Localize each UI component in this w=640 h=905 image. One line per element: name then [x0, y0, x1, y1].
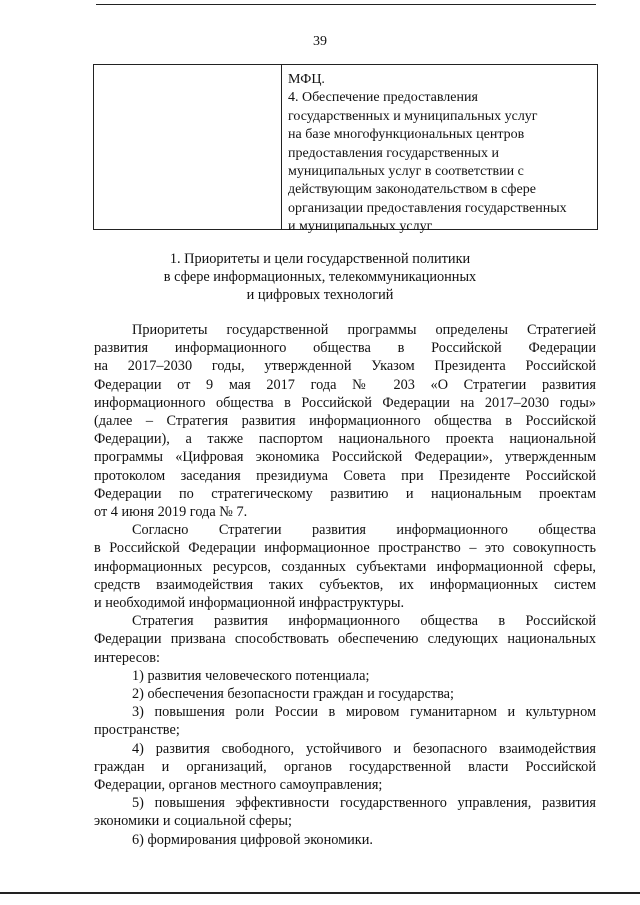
body-line: информационных ресурсов, созданных субъектами информационной сферы,: [94, 558, 596, 575]
body-line: Федерации призвана способствовать обеспечению следующих национальных: [94, 631, 596, 648]
body-line: Федерации по стратегическому развитию и национальным проектам: [94, 485, 596, 502]
body-line: средств взаимодействия таких субъектов, их информационных систем: [94, 576, 596, 593]
body-line: 3) повышения роли России в мировом гуманитарном и культурном: [132, 704, 596, 721]
page-number: 39: [313, 34, 327, 49]
table-line: организации предоставления государственных: [288, 200, 567, 216]
heading-line: в сфере информационных, телекоммуникационных: [163, 268, 477, 285]
table-line: предоставления государственных и: [288, 145, 499, 161]
body-line: (далее – Стратегия развития информационного общества в Российской: [94, 413, 596, 430]
body-line: 2) обеспечения безопасности граждан и государства;: [132, 686, 454, 703]
heading-line: и цифровых технологий: [246, 286, 394, 303]
body-line: 4) развития свободного, устойчивого и безопасного взаимодействия: [132, 740, 596, 757]
body-line: Согласно Стратегии развития информационного общества: [132, 522, 596, 539]
body-line: экономики и социальной сферы;: [94, 813, 292, 830]
body-line: информационного общества в Российской Федерации на 2017–2030 годы»: [94, 394, 596, 411]
body-line: на 2017–2030 годы, утвержденной Указом Президента Российской: [94, 358, 596, 375]
table-line: государственных и муниципальных услуг: [288, 108, 538, 124]
body-line: интересов:: [94, 649, 160, 666]
body-line: Федерации), а также паспортом национального проекта национальной: [94, 431, 596, 448]
body-line: в Российской Федерации информационное пространство – это совокупность: [94, 540, 596, 557]
top-rule: [96, 4, 596, 5]
body-line: Федерации от 9 мая 2017 года № 203 «О Стратегии развития: [94, 376, 596, 393]
table-line: 4. Обеспечение предоставления: [288, 90, 478, 106]
continuation-table: [93, 64, 598, 235]
body-line: Стратегия развития информационного общества в Российской: [132, 613, 596, 630]
body-line: 1) развития человеческого потенциала;: [132, 667, 370, 684]
table-line: действующим законодательством в сфере: [288, 182, 536, 198]
body-line: 6) формирования цифровой экономики.: [132, 831, 373, 848]
heading-line: 1. Приоритеты и цели государственной политики: [169, 251, 471, 267]
section-heading: [0, 251, 640, 304]
table-line: на базе многофункциональных центров: [288, 127, 525, 143]
table-cell-text: [288, 71, 592, 237]
table-line: муниципальных услуг в соответствии с: [288, 164, 524, 180]
body-line: программы «Цифровая экономика Российской Федерации», утвержденным: [94, 449, 596, 466]
body-line: пространстве;: [94, 722, 180, 739]
body-line: граждан и организаций, органов государственной власти Российской: [94, 758, 596, 775]
bottom-rule: [0, 892, 640, 894]
body-line: от 4 июня 2019 года № 7.: [94, 504, 248, 521]
table-line: МФЦ.: [288, 72, 325, 87]
body-line: развития информационного общества в Российской Федерации: [94, 340, 596, 357]
body-text: [94, 321, 596, 849]
table-line: и муниципальных услуг: [288, 219, 433, 235]
body-line: и необходимой информационной инфраструктуры.: [94, 595, 405, 612]
body-line: протоколом заседания президиума Совета при Президенте Российской: [94, 467, 596, 484]
table-column-divider: [281, 65, 282, 229]
body-line: Приоритеты государственной программы определены Стратегией: [132, 322, 596, 338]
body-line: 5) повышения эффективности государственного управления, развития: [132, 795, 596, 812]
body-line: Федерации, органов местного самоуправления;: [94, 777, 383, 794]
